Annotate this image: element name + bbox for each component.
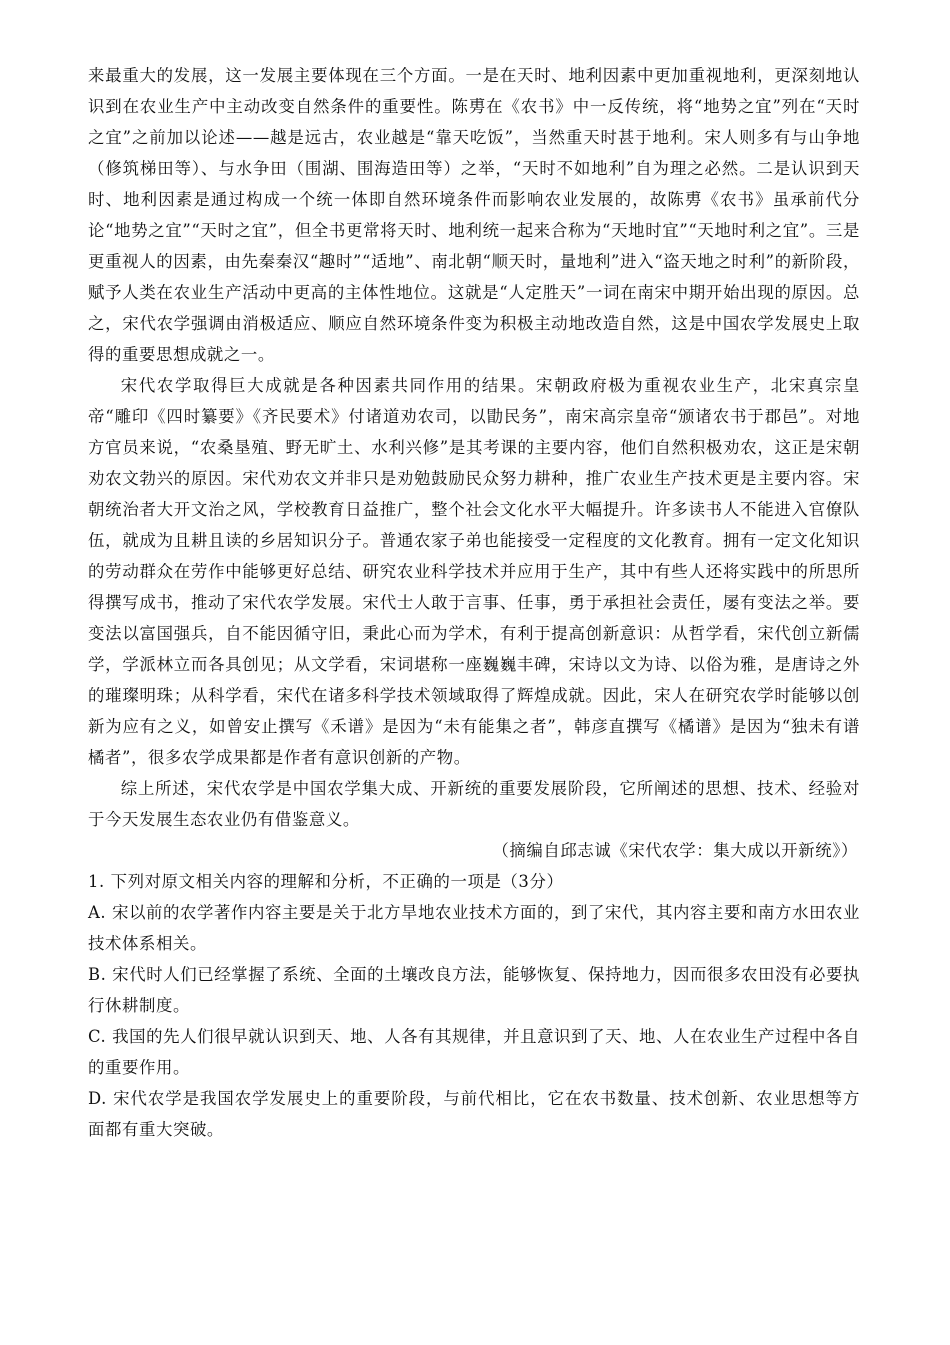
question-stem: 1. 下列对原文相关内容的理解和分析，不正确的一项是（3分） <box>88 872 564 891</box>
article-paragraph-2: 宋代农学取得巨大成就是各种因素共同作用的结果。宋朝政府极为重视农业生产，北宋真宗皇帝“雕印《四时纂要》《齐民要术》付诸道劝农司，以勖民务”，南宋高宗皇帝“颁诸农书于郡邑”。对地方官员来说，“农桑垦殖、野无旷土、水利兴修”是其考课的主要内容，他们自然积极劝农，这正是宋朝劝农文勃兴的原因。宋代劝农文并非只是劝勉鼓励民众努力耕种，推广农业生产技术更是主要内容。宋朝统治者大开文治之风，学校教育日益推广，整个社会文化水平大幅提升。许多读书人不能进入官僚队伍，就成为且耕且读的乡居知识分子。普通农家子弟也能接受一定程度的文化教育。拥有一定文化知识的劳动群众在劳作中能够更好总结、研究农业科学技术并应用于生产，其中有些人还将实践中的所思所得撰写成书，推动了宋代农学发展。宋代士人敢于言事、任事，勇于承担社会责任，屡有变法之举。要变法以富国强兵，自不能因循守旧，秉此心而为学术，有利于提高创新意识：从哲学看，宋代创立新儒学，学派林立而各具创见；从文学看，宋词堪称一座巍巍丰碑，宋诗以文为诗、以俗为雅，是唐诗之外的璀璨明珠；从科学看，宋代在诸多科学技术领域取得了辉煌成就。因此，宋人在研究农学时能够以创新为应有之义，如曾安止撰写《禾谱》是因为“未有能集之者”，韩彦直撰写《橘谱》是因为“独未有谱橘者”，很多农学成果都是作者有意识创新的产物。 <box>88 376 860 767</box>
exam-page <box>88 60 860 1145</box>
article-paragraph-1: 来最重大的发展，这一发展主要体现在三个方面。一是在天时、地利因素中更加重视地利，更深刻地认识到在农业生产中主动改变自然条件的重要性。陈旉在《农书》中一反传统，将“地势之宜”列在“天时之宜”之前加以论述——越是远古，农业越是“靠天吃饭”，当然重天时甚于地利。宋人则多有与山争地（修筑梯田等）、与水争田（围湖、围海造田等）之举，“天时不如地利”自为理之必然。二是认识到天时、地利因素是通过构成一个统一体即自然环境条件而影响农业发展的，故陈旉《农书》虽承前代分论“地势之宜”“天时之宜”，但全书更常将天时、地利统一起来合称为“天地时宜”“天地时利之宜”。三是更重视人的因素，由先秦秦汉“趣时”“适地”、南北朝“顺天时，量地利”进入“盗天地之时利”的新阶段，赋予人类在农业生产活动中更高的主体性地位。这就是“人定胜天”一词在南宋中期开始出现的原因。总之，宋代农学强调由消极适应、顺应自然环境条件变为积极主动地改造自然，这是中国农学发展史上取得的重要思想成就之一。 <box>88 66 860 364</box>
option-c: C. 我国的先人们很早就认识到天、地、人各有其规律，并且意识到了天、地、人在农业生产过程中各自的重要作用。 <box>88 1027 860 1077</box>
article-source: （摘编自邱志诚《宋代农学：集大成以开新统》） <box>492 841 858 860</box>
option-b: B. 宋代时人们已经掌握了系统、全面的土壤改良方法，能够恢复、保持地力，因而很多农田没有必要执行休耕制度。 <box>88 965 860 1015</box>
option-a: A. 宋以前的农学著作内容主要是关于北方旱地农业技术方面的，到了宋代，其内容主要和南方水田农业技术体系相关。 <box>88 903 860 953</box>
article-paragraph-3: 综上所述，宋代农学是中国农学集大成、开新统的重要发展阶段，它所阐述的思想、技术、经验对于今天发展生态农业仍有借鉴意义。 <box>88 779 860 829</box>
option-d: D. 宋代农学是我国农学发展史上的重要阶段，与前代相比，它在农书数量、技术创新、农业思想等方面都有重大突破。 <box>88 1089 860 1139</box>
